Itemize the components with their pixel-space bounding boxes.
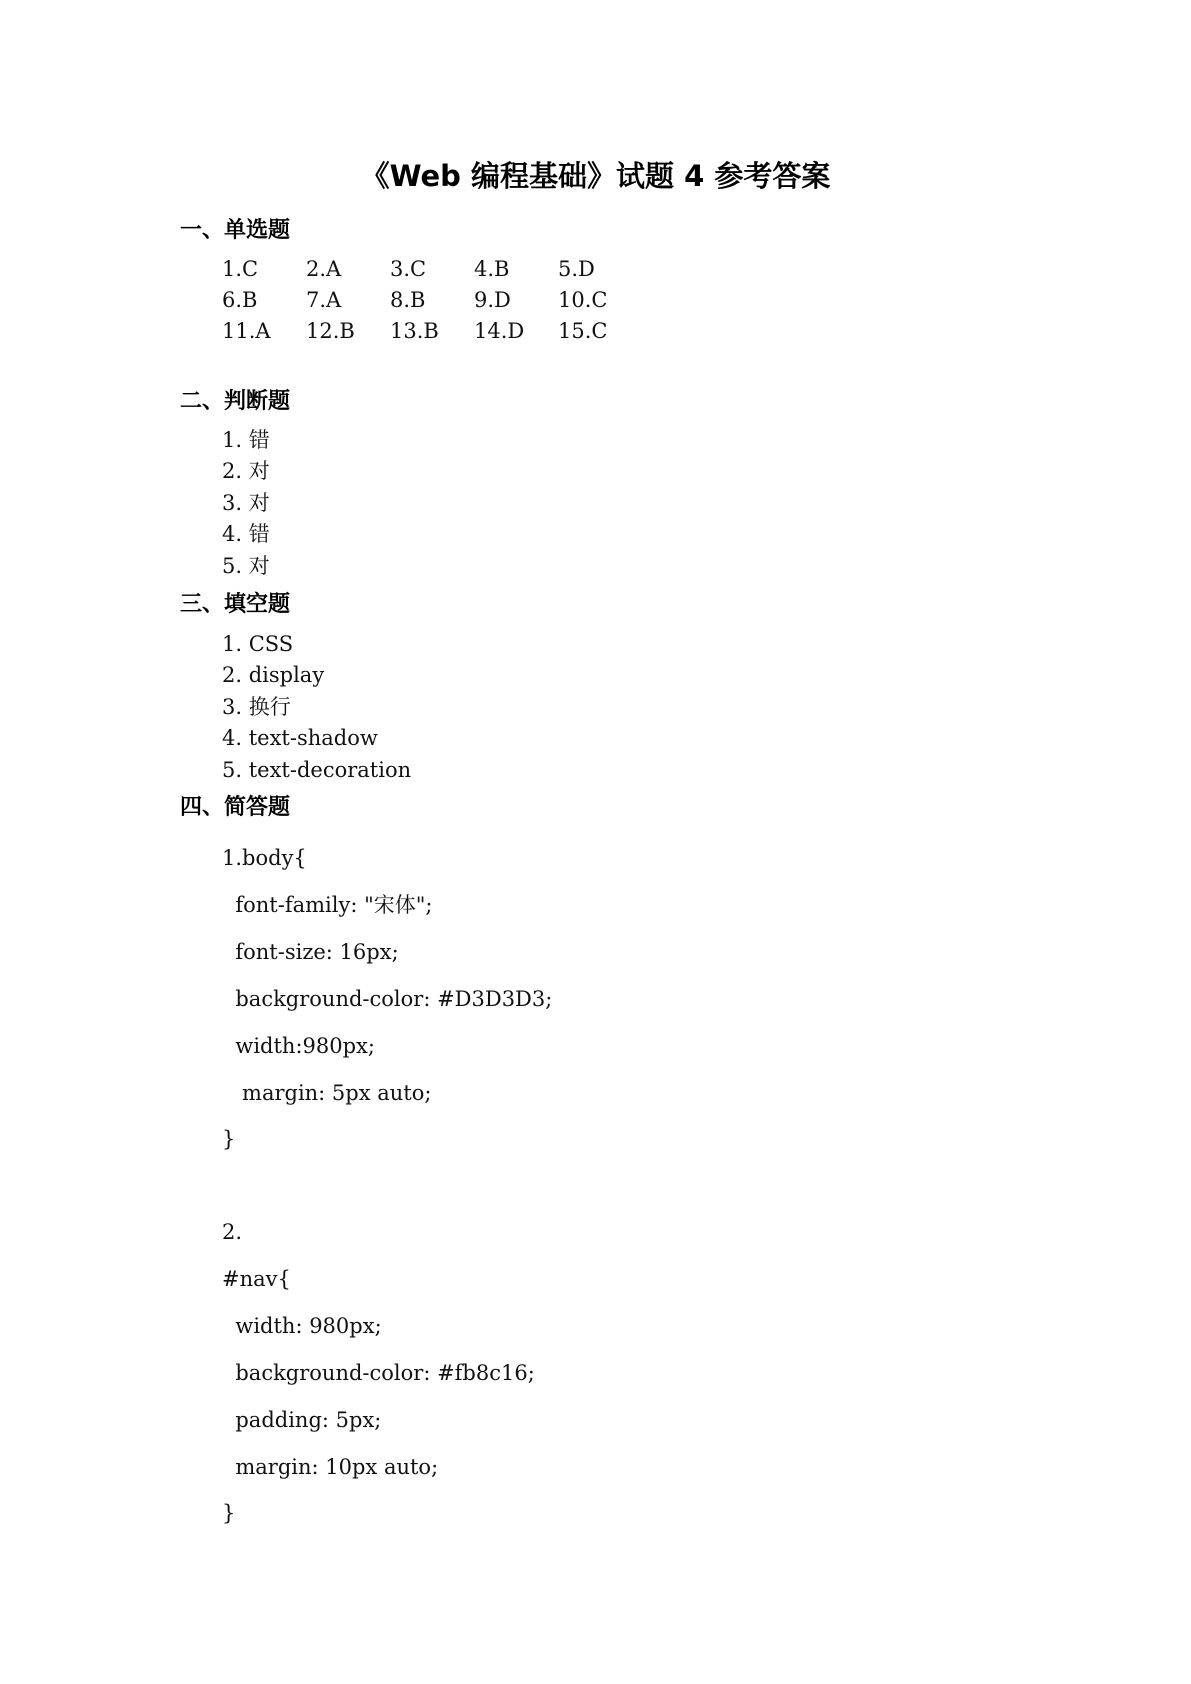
code-line: #nav{ bbox=[222, 1267, 291, 1291]
code-line: font-size: 16px; bbox=[222, 940, 399, 964]
list-item: 5. 对 bbox=[222, 553, 270, 578]
code-line: margin: 10px auto; bbox=[222, 1455, 439, 1479]
answer-cell: 13.B bbox=[390, 318, 439, 343]
code-line: padding: 5px; bbox=[222, 1408, 382, 1432]
fill-blank-answer-list bbox=[222, 628, 411, 786]
answer-cell: 5.D bbox=[558, 256, 595, 281]
question-number: 2. bbox=[222, 1220, 243, 1244]
answer-cell: 7.A bbox=[306, 287, 342, 312]
code-line: background-color: #D3D3D3; bbox=[222, 987, 553, 1011]
list-item: 2. 对 bbox=[222, 459, 270, 484]
list-item: 1. 错 bbox=[222, 427, 270, 452]
section-heading-single-choice: 一、单选题 bbox=[180, 218, 291, 243]
answer-cell: 3.C bbox=[390, 256, 427, 281]
single-choice-answer-grid bbox=[222, 253, 642, 346]
answer-row bbox=[222, 315, 642, 346]
list-item: 3. 对 bbox=[222, 490, 270, 515]
answer-cell: 4.B bbox=[474, 256, 510, 281]
code-line: } bbox=[222, 1501, 236, 1525]
answer-cell: 14.D bbox=[474, 318, 525, 343]
code-line: font-family: "宋体"; bbox=[222, 893, 433, 917]
answer-cell: 15.C bbox=[558, 318, 608, 343]
answer-cell: 10.C bbox=[558, 287, 608, 312]
answer-cell: 8.B bbox=[390, 287, 426, 312]
section-heading-true-false: 二、判断题 bbox=[180, 389, 291, 414]
section-heading-fill-blank: 三、填空题 bbox=[180, 592, 291, 617]
list-item: 5. text-decoration bbox=[222, 757, 412, 782]
code-line: 1.body{ bbox=[222, 846, 307, 870]
code-line: } bbox=[222, 1127, 236, 1151]
answer-cell: 6.B bbox=[222, 287, 258, 312]
answer-cell: 12.B bbox=[306, 318, 355, 343]
code-line: width:980px; bbox=[222, 1034, 375, 1058]
list-item: 3. 换行 bbox=[222, 694, 291, 719]
page-title: 《Web 编程基础》试题 4 参考答案 bbox=[360, 159, 831, 193]
true-false-answer-list bbox=[222, 424, 270, 582]
answer-cell: 9.D bbox=[474, 287, 511, 312]
answer-row bbox=[222, 284, 642, 315]
answer-cell: 2.A bbox=[306, 256, 342, 281]
answer-cell: 11.A bbox=[222, 318, 271, 343]
section-heading-short-answer: 四、简答题 bbox=[180, 795, 291, 820]
list-item: 4. text-shadow bbox=[222, 726, 378, 751]
answer-row bbox=[222, 253, 642, 284]
list-item: 4. 错 bbox=[222, 522, 270, 547]
list-item: 2. display bbox=[222, 663, 325, 688]
answer-cell: 1.C bbox=[222, 256, 259, 281]
code-line: background-color: #fb8c16; bbox=[222, 1361, 535, 1385]
list-item: 1. CSS bbox=[222, 631, 294, 656]
code-line: width: 980px; bbox=[222, 1314, 382, 1338]
code-line: margin: 5px auto; bbox=[222, 1081, 432, 1105]
